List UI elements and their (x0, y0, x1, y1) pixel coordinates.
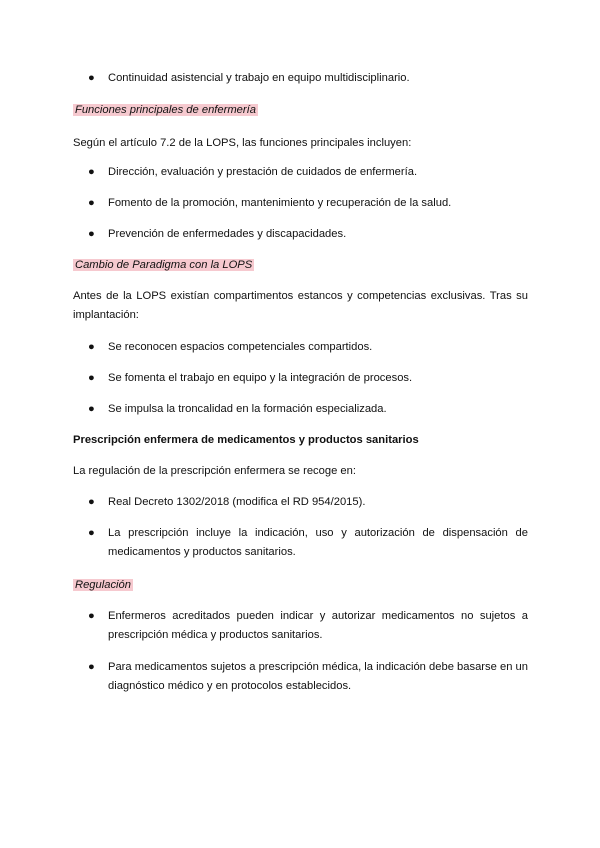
list-item-text: Dirección, evaluación y prestación de cuidados de enfermería. (108, 166, 418, 178)
list-item (88, 524, 528, 562)
section-heading-prescripcion: Prescripción enfermera de medicamentos y productos sanitarios (73, 434, 419, 446)
list-item (88, 69, 528, 88)
list-item (88, 400, 528, 419)
bullet-icon: ● (88, 527, 95, 539)
bullet-icon: ● (88, 341, 95, 353)
list-item-text: Se fomenta el trabajo en equipo y la integración de procesos. (108, 372, 413, 384)
list-item (88, 658, 528, 696)
list-item-text: Real Decreto 1302/2018 (modifica el RD 954/2015). (108, 496, 366, 508)
list-item-text: Enfermeros acreditados pueden indicar y autorizar medicamentos no sujetos a prescripción médica y productos sanitarios. (108, 610, 528, 641)
bullet-icon: ● (88, 197, 95, 209)
list-item-text: Para medicamentos sujetos a prescripción médica, la indicación debe basarse en un diagnóstico médico y en protocolos establecidos. (108, 661, 528, 692)
list-item (88, 493, 528, 512)
list-item-text: Fomento de la promoción, mantenimiento y recuperación de la salud. (108, 197, 452, 209)
list-item (88, 163, 528, 182)
bullet-icon: ● (88, 372, 95, 384)
paragraph-cambio: Antes de la LOPS existían compartimentos estancos y competencias exclusivas. Tras su implantación: (73, 290, 528, 321)
bullet-icon: ● (88, 166, 95, 178)
list-item-text: Se impulsa la troncalidad en la formación especializada. (108, 403, 387, 415)
section-heading-cambio: Cambio de Paradigma con la LOPS (75, 259, 253, 271)
bullet-icon: ● (88, 228, 95, 240)
list-item (88, 194, 528, 213)
list-item-text: La prescripción incluye la indicación, uso y autorización de dispensación de medicamentos y productos sanitarios. (108, 527, 528, 558)
list-item (88, 607, 528, 645)
bullet-icon: ● (88, 403, 95, 415)
section-heading-regulacion: Regulación (75, 579, 131, 591)
list-item (88, 369, 528, 388)
bullet-icon: ● (88, 610, 95, 622)
bullet-icon: ● (88, 496, 95, 508)
bullet-icon: ● (88, 72, 95, 84)
bullet-icon: ● (88, 661, 95, 673)
list-item-text: Prevención de enfermedades y discapacidades. (108, 228, 347, 240)
section-heading-funciones: Funciones principales de enfermería (75, 104, 256, 116)
list-item (88, 338, 528, 357)
paragraph-funciones: Según el artículo 7.2 de la LOPS, las funciones principales incluyen: (73, 137, 412, 149)
list-item-text: Se reconocen espacios competenciales compartidos. (108, 341, 373, 353)
list-item (88, 225, 528, 244)
paragraph-prescripcion: La regulación de la prescripción enfermera se recoge en: (73, 465, 356, 477)
list-item-text: Continuidad asistencial y trabajo en equipo multidisciplinario. (108, 72, 410, 84)
